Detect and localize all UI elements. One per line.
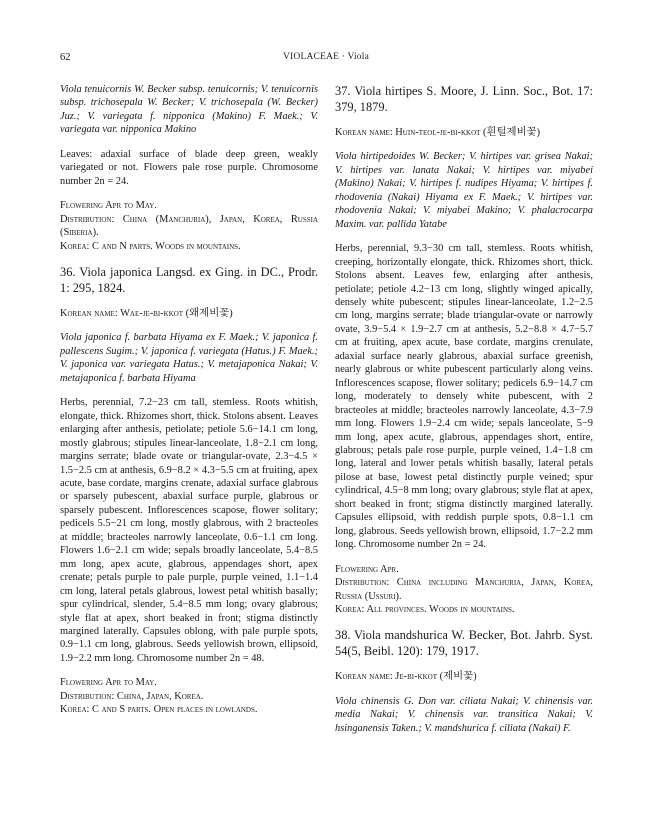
flowering-text: Flowering Apr to May. bbox=[60, 677, 157, 689]
synonyms-37: Viola hirtipedoides W. Becker; V. hirtipes var. grisea Nakai; V. hirtipes var. lanata Nakai; V. hirtipes var. miyabei (Makino) Nakai; V. hirtipes f. nudipes Hiyama; V. hirtipes f. rhodovenia (Nakai) Hiyama ex F. Maek.; V. hirtipes var. rhodovenia Nakai; V. miyabei Makino; V. phalacrocarpa Maxim. var. pallida Yatabe bbox=[335, 151, 593, 230]
distribution-text: Distribution: China (Manchuria), Japan, Korea, Russia (Siberia). bbox=[60, 213, 318, 239]
phenology-block-1 bbox=[60, 199, 318, 253]
korea-text: Korea: All provinces. Woods in mountains. bbox=[335, 603, 515, 615]
species-heading-36: 36. Viola japonica Langsd. ex Ging. in DC., Prodr. 1: 295, 1824. bbox=[60, 264, 318, 295]
right-column bbox=[335, 83, 593, 746]
synonyms-36: Viola japonica f. barbata Hiyama ex F. Maek.; V. japonica f. pallescens Sugim.; V. japonica f. variegata (Hatus.) F. Maek.; V. japonica var. variegata Hatus.; V. metajaponica Nakai; V. metajaponica f. barbata Hiyama bbox=[60, 332, 318, 384]
distribution-text: Distribution: China including Manchuria, Japan, Korea, Russia (Ussuri). bbox=[335, 577, 593, 602]
description-36: Herbs, perennial, 7.2−23 cm tall, stemless. Roots whitish, elongate, thick. Rhizomes short, thick. Stolons absent. Leaves enlarging after anthesis, petiolate; petiole 5.6−14.1 cm long, mostly glabrous; stipules linear-lanceolate, 1.8−2.1 cm long, margins serrate; blade ovate or triangular-ovate, 2.3−4.5 × 1.5−2.5 cm at anthesis, 6.9−8.2 × 4.3−5.5 cm at fruiting, apex acute, base cordate, margins crenate, adaxial surface glabrous or sparsely pubescent, abaxial surface purple, glabrous or sparsely pubescent. Inflorescences scapose, flower solitary; pedicels 5.5−21 cm long, mostly glabrous, with 2 bracteoles at middle; bracteoles narrowly lanceolate, 0.6−1.1 cm long. Flowers 1.6−2.1 cm wide; sepals broadly lanceolate, 5.4−8.5 mm long, apex acute, glabrous, appendages short, apex crenate; petals purple to pale purple, purple veined, 1.1−1.4 cm long, lateral petals glabrous, lowest petal whitish basally; spur cylindrical, slender, 5.4−8.5 mm long; ovary glabrous; style flat at apex, short beaked in front; stigma distinctly margined laterally. Capsules oblong, with pale purple spots, 0.9−1.1 cm long, glabrous. Seeds yellowish brown, ellipsoid, 1.9−2.2 mm long. Chromosome number 2n = 48. bbox=[60, 397, 318, 664]
synonyms-38: Viola chinensis G. Don var. ciliata Nakai; V. chinensis var. media Nakai; V. chinensis var. transitica Nakai; V. hsinganensis Taken.; V. mandshurica f. ciliata (Nakai) F. bbox=[335, 695, 593, 734]
korea-text: Korea: C and S parts. Open places in lowlands. bbox=[60, 704, 258, 716]
flowering-text: Flowering Apr. bbox=[335, 563, 399, 575]
korean-name-38: Korean name: Je-bi-kkot (제비꽃) bbox=[335, 671, 477, 683]
flowering-text: Flowering Apr to May. bbox=[60, 200, 157, 212]
page-number: 62 bbox=[60, 52, 71, 63]
left-column bbox=[60, 83, 318, 728]
korea-text: Korea: C and N parts. Woods in mountains. bbox=[60, 240, 241, 252]
species-heading-37: 37. Viola hirtipes S. Moore, J. Linn. Soc., Bot. 17: 379, 1879. bbox=[335, 84, 593, 114]
species-heading-38: 38. Viola mandshurica W. Becker, Bot. Jahrb. Syst. 54(5, Beibl. 120): 179, 1917. bbox=[335, 628, 593, 659]
phenology-block-3 bbox=[335, 563, 593, 617]
running-title: VIOLACEAE · Viola bbox=[282, 52, 370, 62]
description-37: Herbs, perennial, 9.3−30 cm tall, stemless. Roots whitish, creeping, horizontally elongate, thick. Rhizomes short, thick. Stolons absent. Leaves few, enlarging after anthesis, petiolate; petiole 4.2−13 cm long, slightly winged apically, densely white pubescent; stipules linear-lanceolate, 1.2−2.5 cm long, margins serrate; blade triangular-ovate or narrowly ovate, 3.9−5.4 × 1.9−2.7 cm at anthesis, 5.2−8.8 × 4.7−5.7 cm at fruiting, apex acute, base cordate, margins crenulate, adaxial surface nearly glabrous, abaxial surface greenish, nearly glabrous or white pubescent particularly along veins. Inflorescences scapose, flower solitary; pedicels 6.9−14.7 cm long, moderately to densely white pubescent, with 2 bracteoles at middle; bracteoles narrowly lanceolate, 4.3−7.9 mm long. Flowers 1.9−2.4 cm wide; sepals lanceolate, 5−9 mm long, apex acute, glabrous, appendages short, entire, glabrous; petals pale rose purple, purple veined, 1.4−1.8 cm long, lateral and lower petals whitish basally, lateral petals pilose at base, lowest petal distinctly purple veined; spur cylindrical, 4.5−8 mm long; ovary glabrous; style flat at apex, short beaked in front; stigma distinctly margined laterally. Capsules ellipsoid, with reddish purple spots, 0.8−1.1 cm long, glabrous. Seeds yellowish brown, ellipsoid, 1.7−2.2 mm long. Chromosome number 2n = 24. bbox=[335, 243, 593, 551]
korean-name-36: Korean name: Wae-je-bi-kkot (왜제비꽃) bbox=[60, 307, 233, 319]
korean-name-37: Korean name: Huin-teol-je-bi-kkot (흰털제비꽃) bbox=[335, 127, 541, 138]
description-tenuicornis: Leaves: adaxial surface of blade deep green, weakly variegated or not. Flowers pale rose purple. Chromosome number 2n = 24. bbox=[60, 148, 318, 187]
distribution-text: Distribution: China, Japan, Korea. bbox=[60, 690, 204, 702]
page-header bbox=[60, 52, 592, 68]
synonyms-tenuicornis: Viola tenuicornis W. Becker subsp. tenuicornis; V. tenuicornis subsp. trichosepala W. Becker; V. trichosepala (W. Becker) Juz.; V. variegata f. nipponica (Makino) F. Maek.; V. variegata var. nipponica Makino bbox=[60, 84, 318, 136]
phenology-block-2 bbox=[60, 676, 318, 716]
